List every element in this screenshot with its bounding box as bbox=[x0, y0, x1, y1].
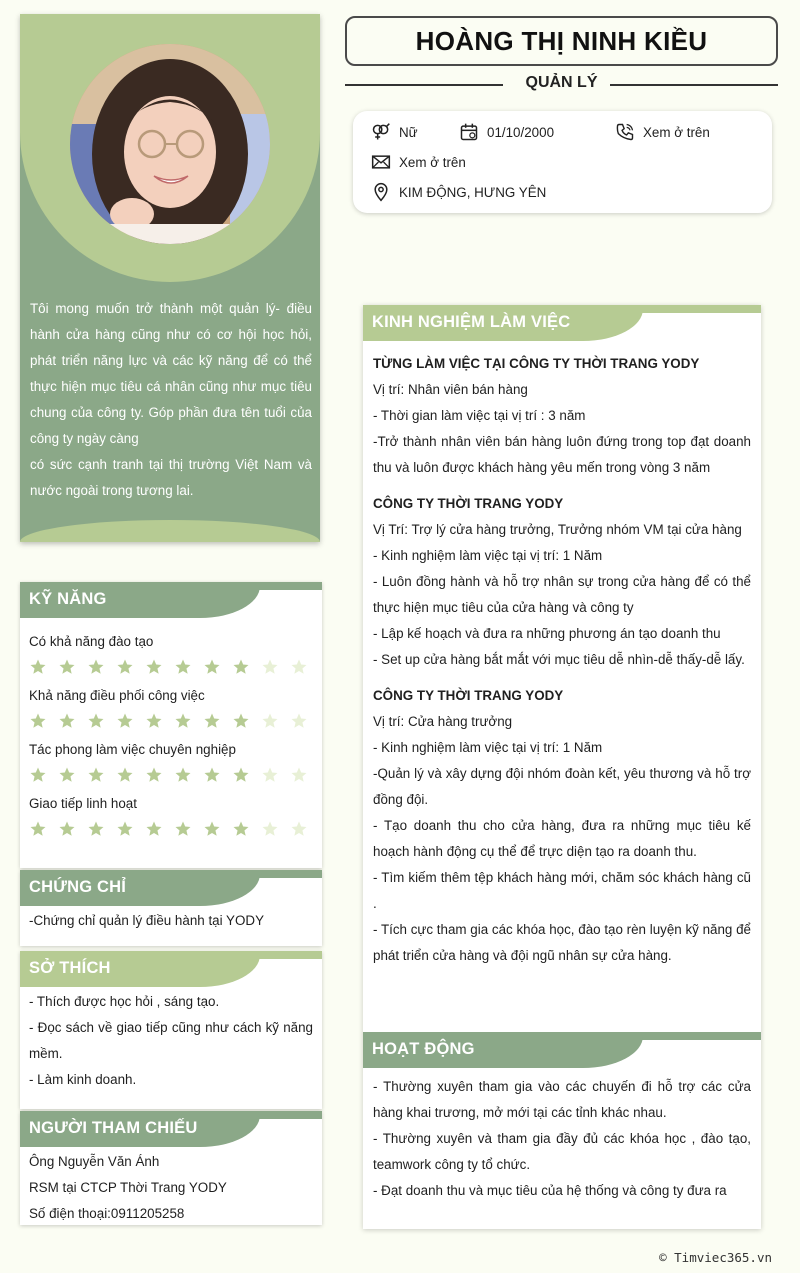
activity-item: - Thường xuyên tham gia vào các chuyến đi hỗ trợ các cửa hàng khai trương, mở mới tại các tỉnh khác nhau. bbox=[373, 1079, 751, 1120]
star-icon bbox=[58, 712, 76, 730]
star-icon bbox=[232, 658, 250, 676]
star-icon bbox=[145, 766, 163, 784]
skill-name: Có khả năng đào tạo bbox=[29, 634, 154, 649]
experience-body bbox=[363, 343, 761, 969]
star-icon bbox=[58, 766, 76, 784]
star-icon bbox=[145, 820, 163, 838]
star-icon bbox=[232, 820, 250, 838]
star-icon bbox=[174, 712, 192, 730]
star-icon bbox=[261, 766, 279, 784]
certificates-panel bbox=[20, 870, 322, 946]
star-icon bbox=[290, 820, 308, 838]
star-icon bbox=[203, 712, 221, 730]
dob-value: 01/10/2000 bbox=[487, 124, 555, 140]
mail-icon bbox=[371, 152, 391, 172]
job-line: - Set up cửa hàng bắt mắt với mục tiêu dễ nhìn-dễ thấy-dễ lấy. bbox=[373, 652, 745, 667]
gender-value: Nữ bbox=[399, 124, 418, 140]
name-box bbox=[345, 16, 778, 66]
star-icon bbox=[261, 712, 279, 730]
skill-item bbox=[29, 632, 313, 676]
job-line: - Lập kế hoạch và đưa ra những phương án tạo doanh thu bbox=[373, 626, 721, 641]
candidate-name: HOÀNG THỊ NINH KIỀU bbox=[415, 25, 708, 56]
star-icon bbox=[261, 658, 279, 676]
references-title: NGƯỜI THAM CHIẾU bbox=[29, 1119, 198, 1137]
activity-item: - Thường xuyên và tham gia đầy đủ các khóa học , đào tạo, teamwork công ty tổ chức. bbox=[373, 1131, 751, 1172]
job-entry bbox=[373, 491, 751, 673]
references-panel bbox=[20, 1111, 322, 1225]
activities-title: HOẠT ĐỘNG bbox=[372, 1040, 475, 1058]
location-pin-icon bbox=[371, 182, 391, 202]
star-icon bbox=[29, 766, 47, 784]
activities-list bbox=[363, 1070, 761, 1204]
references-list bbox=[20, 1149, 322, 1235]
contact-address bbox=[371, 182, 546, 202]
job-role: QUẢN LÝ bbox=[525, 74, 598, 91]
footer-credit: © Timviec365.vn bbox=[659, 1250, 772, 1265]
skills-panel bbox=[20, 582, 322, 868]
star-icon bbox=[174, 766, 192, 784]
job-line: - Tạo doanh thu cho cửa hàng, đưa ra những mục tiêu kế hoạch hành động cụ thể để trực diện tạo ra doanh thu. bbox=[373, 818, 751, 859]
job-line: - Tìm kiếm thêm tệp khách hàng mới, chăm sóc khách hàng cũ . bbox=[373, 870, 751, 911]
skill-name: Tác phong làm việc chuyên nghiệp bbox=[29, 742, 236, 757]
profile-card bbox=[20, 14, 320, 542]
gender-icon bbox=[371, 122, 391, 142]
reference-line: Ông Nguyễn Văn Ánh bbox=[29, 1154, 160, 1169]
star-icon bbox=[290, 658, 308, 676]
experience-panel bbox=[363, 305, 761, 1229]
star-icon bbox=[87, 658, 105, 676]
activities-header bbox=[363, 1032, 761, 1070]
references-header bbox=[20, 1111, 322, 1149]
star-icon bbox=[116, 658, 134, 676]
star-icon bbox=[174, 820, 192, 838]
star-icon bbox=[58, 820, 76, 838]
hobbies-list bbox=[20, 989, 322, 1101]
role-line bbox=[345, 74, 778, 96]
activities-section bbox=[363, 1032, 761, 1204]
skill-name: Giao tiếp linh hoạt bbox=[29, 796, 137, 811]
activity-item: - Đạt doanh thu và mục tiêu của hệ thống và công ty đưa ra bbox=[373, 1183, 727, 1198]
star-icon bbox=[261, 820, 279, 838]
job-company: TỪNG LÀM VIỆC TẠI CÔNG TY THỜI TRANG YODY bbox=[373, 356, 700, 371]
job-entry bbox=[373, 351, 751, 481]
skill-item bbox=[29, 794, 313, 838]
reference-line: Số điện thoại:0911205258 bbox=[29, 1206, 185, 1221]
hobbies-panel bbox=[20, 951, 322, 1109]
star-icon bbox=[203, 766, 221, 784]
address-value: KIM ĐỘNG, HƯNG YÊN bbox=[399, 184, 547, 200]
certificates-title: CHỨNG CHỈ bbox=[29, 878, 127, 896]
job-line: - Tích cực tham gia các khóa học, đào tạo rèn luyện kỹ năng để phát triển cửa hàng và đội ngũ nhân sự cửa hàng. bbox=[373, 922, 751, 963]
experience-title: KINH NGHIỆM LÀM VIỆC bbox=[372, 313, 571, 331]
contact-phone bbox=[615, 122, 710, 142]
star-icon bbox=[29, 820, 47, 838]
star-icon bbox=[203, 658, 221, 676]
phone-icon bbox=[615, 122, 635, 142]
job-line: - Thời gian làm việc tại vị trí : 3 năm bbox=[373, 408, 586, 423]
star-icon bbox=[174, 658, 192, 676]
skills-list bbox=[20, 620, 322, 856]
star-icon bbox=[232, 766, 250, 784]
phone-value: Xem ở trên bbox=[643, 124, 710, 140]
star-icon bbox=[203, 820, 221, 838]
experience-header bbox=[363, 305, 761, 343]
job-line: Vị trí: Cửa hàng trưởng bbox=[373, 714, 513, 729]
certificates-header bbox=[20, 870, 322, 908]
job-line: -Trở thành nhân viên bán hàng luôn đứng trong top đạt doanh thu và luôn được khách hàng yêu mến trong vòng 3 năm bbox=[373, 434, 751, 475]
star-icon bbox=[116, 766, 134, 784]
star-icon bbox=[87, 820, 105, 838]
hobby-item: - Thích được học hỏi , sáng tạo. bbox=[29, 994, 220, 1009]
calendar-icon bbox=[459, 122, 479, 142]
skills-header bbox=[20, 582, 322, 620]
contact-dob bbox=[459, 122, 554, 142]
job-line: - Luôn đồng hành và hỗ trợ nhân sự trong cửa hàng để có thể thực hiện mục tiêu của cửa hàng và công ty bbox=[373, 574, 751, 615]
hobby-item: - Đọc sách về giao tiếp cũng như cách kỹ năng mềm. bbox=[29, 1020, 313, 1061]
skill-name: Khả năng điều phối công việc bbox=[29, 688, 205, 703]
reference-line: RSM tại CTCP Thời Trang YODY bbox=[29, 1180, 227, 1195]
skill-item bbox=[29, 740, 313, 784]
job-line: Vị trí: Nhân viên bán hàng bbox=[373, 382, 528, 397]
job-company: CÔNG TY THỜI TRANG YODY bbox=[373, 496, 564, 511]
skill-rating bbox=[29, 658, 313, 676]
contact-card bbox=[353, 111, 772, 213]
skills-title: KỸ NĂNG bbox=[29, 590, 107, 608]
star-icon bbox=[290, 712, 308, 730]
star-icon bbox=[145, 712, 163, 730]
job-line: Vị Trí: Trợ lý cửa hàng trưởng, Trưởng nhóm VM tại cửa hàng bbox=[373, 522, 742, 537]
email-value: Xem ở trên bbox=[399, 154, 466, 170]
hobbies-title: SỞ THÍCH bbox=[29, 959, 111, 977]
star-icon bbox=[87, 712, 105, 730]
contact-gender bbox=[371, 122, 418, 142]
star-icon bbox=[232, 712, 250, 730]
skill-rating bbox=[29, 820, 313, 838]
job-entry bbox=[373, 683, 751, 969]
skill-rating bbox=[29, 712, 313, 730]
avatar-photo bbox=[70, 44, 270, 244]
hobby-item: - Làm kinh doanh. bbox=[29, 1072, 137, 1087]
skill-item bbox=[29, 686, 313, 730]
contact-email bbox=[371, 152, 466, 172]
avatar bbox=[70, 44, 270, 244]
star-icon bbox=[58, 658, 76, 676]
objective-paragraph-1: Tôi mong muốn trở thành một quản lý- điều hành cửa hàng cũng như có cơ hội học hỏi, phát triển năng lực và các kỹ năng để có thể thực hiện mục tiêu cá nhân cũng như mục tiêu chung của công ty. Góp phần đưa tên tuổi của công ty ngày càng bbox=[30, 301, 312, 446]
star-icon bbox=[29, 712, 47, 730]
star-icon bbox=[145, 658, 163, 676]
job-line: -Quản lý và xây dựng đội nhóm đoàn kết, yêu thương và hỗ trợ đồng đội. bbox=[373, 766, 751, 807]
star-icon bbox=[116, 712, 134, 730]
star-icon bbox=[290, 766, 308, 784]
hobbies-header bbox=[20, 951, 322, 989]
career-objective bbox=[30, 296, 312, 504]
star-icon bbox=[116, 820, 134, 838]
profile-bottom-wave bbox=[20, 520, 320, 542]
job-line: - Kinh nghiệm làm việc tại vị trí: 1 Năm bbox=[373, 740, 603, 755]
certificates-list bbox=[20, 908, 322, 942]
certificate-item: -Chứng chỉ quản lý điều hành tại YODY bbox=[29, 913, 265, 928]
skill-rating bbox=[29, 766, 313, 784]
job-company: CÔNG TY THỜI TRANG YODY bbox=[373, 688, 564, 703]
objective-paragraph-2: có sức cạnh tranh tại thị trường Việt Nam và nước ngoài trong tương lai. bbox=[30, 457, 312, 498]
star-icon bbox=[87, 766, 105, 784]
star-icon bbox=[29, 658, 47, 676]
job-line: - Kinh nghiệm làm việc tại vị trí: 1 Năm bbox=[373, 548, 603, 563]
